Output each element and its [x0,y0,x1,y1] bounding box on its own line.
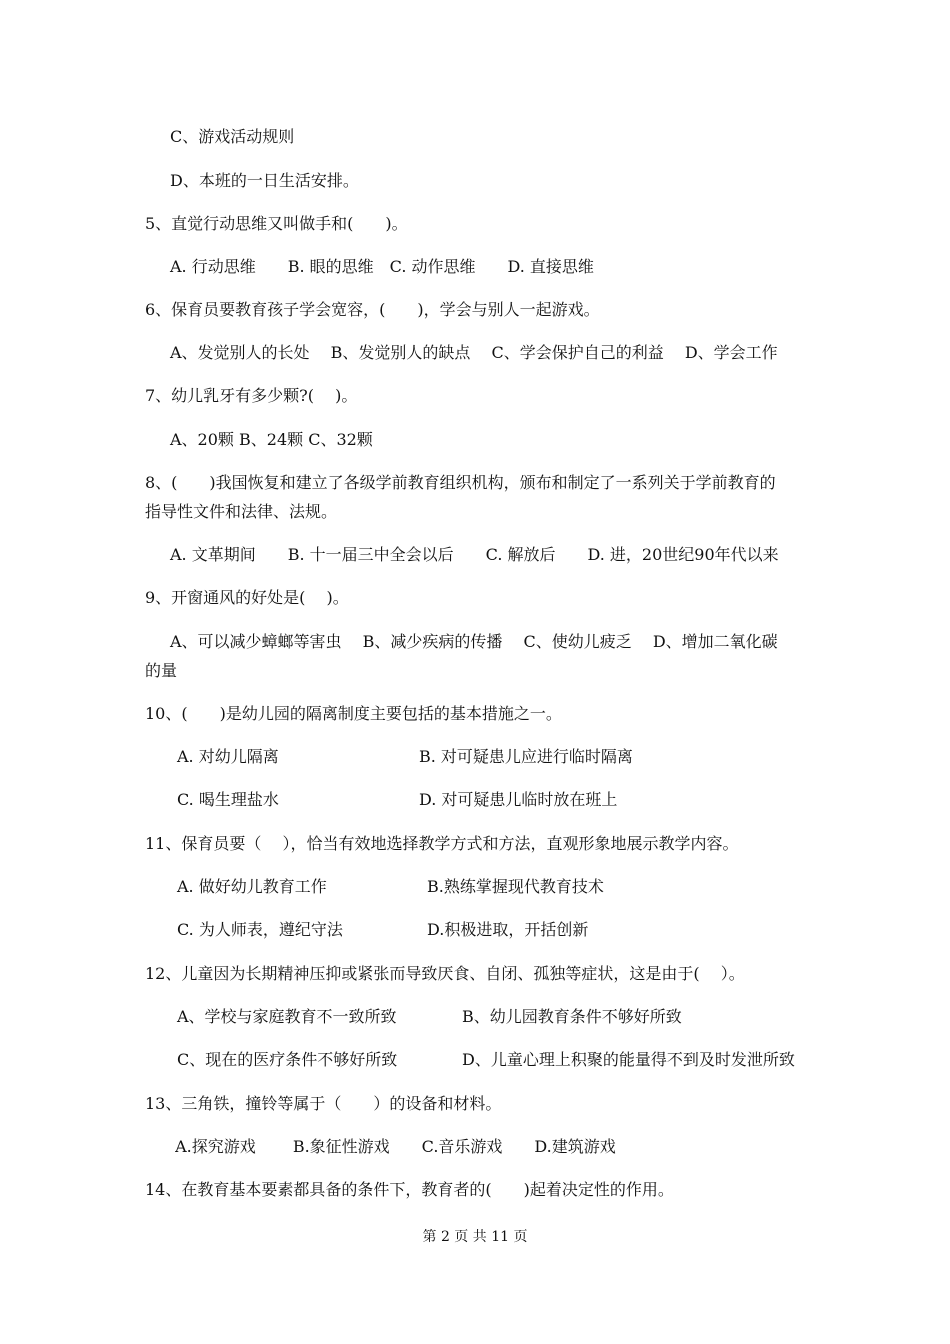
question-10-option-c: C. 喝生理盐水 [177,790,279,809]
question-9-options: A、可以减少蟑螂等害虫 B、减少疾病的传播 C、使幼儿疲乏 D、增加二氧化碳 [170,632,778,651]
question-8-options: A. 文革期间 B. 十一届三中全会以后 C. 解放后 D. 进，20世纪90年代以来 [170,545,779,564]
question-13-options: A.探究游戏 B.象征性游戏 C.音乐游戏 D.建筑游戏 [170,1137,616,1156]
question-14: 14、在教育基本要素都具备的条件下，教育者的( )起着决定性的作用。 [145,1180,674,1199]
page-footer: 第 2 页 共 11 页 [422,1229,528,1245]
question-11-option-d: D.积极进取，开括创新 [427,920,589,939]
question-12-option-b: B、幼儿园教育条件不够好所致 [462,1007,682,1026]
question-12-option-a: A、学校与家庭教育不一致所致 [177,1007,397,1026]
question-6-options: A、发觉别人的长处 B、发觉别人的缺点 C、学会保护自己的利益 D、学会工作 [170,343,778,362]
question-10-option-a: A. 对幼儿隔离 [177,747,279,766]
question-8-continued: 指导性文件和法律、法规。 [145,502,338,521]
question-12-option-c: C、现在的医疗条件不够好所致 [177,1050,398,1069]
question-12-option-d: D、儿童心理上积聚的能量得不到及时发泄所致 [462,1050,795,1069]
question-7: 7、幼儿乳牙有多少颗?( )。 [145,386,358,405]
question-5-options: A. 行动思维 B. 眼的思维 C. 动作思维 D. 直接思维 [170,257,594,276]
question-8: 8、( )我国恢复和建立了各级学前教育组织机构，颁布和制定了一系列关于学前教育的 [145,473,776,492]
option-text: C、游戏活动规则 [170,127,295,146]
question-11-option-a: A. 做好幼儿教育工作 [177,877,327,896]
question-5: 5、直觉行动思维又叫做手和( )。 [145,214,408,233]
question-7-options: A、20颗 B、24颗 C、32颗 [170,430,373,449]
question-6: 6、保育员要教育孩子学会宽容，( )，学会与别人一起游戏。 [145,300,600,319]
question-10-option-b: B. 对可疑患儿应进行临时隔离 [419,747,633,766]
question-11-option-c: C. 为人师表，遵纪守法 [177,920,343,939]
question-9-options-continued: 的量 [145,661,178,680]
question-9: 9、开窗通风的好处是( )。 [145,588,349,607]
question-10: 10、( )是幼儿园的隔离制度主要包括的基本措施之一。 [145,704,562,723]
question-12: 12、儿童因为长期精神压抑或紧张而导致厌食、自闭、孤独等症状，这是由于( ）。 [145,964,745,983]
option-text: D、本班的一日生活安排。 [170,171,359,190]
question-11-option-b: B.熟练掌握现代教育技术 [427,877,604,896]
question-10-option-d: D. 对可疑患儿临时放在班上 [419,790,618,809]
question-11: 11、保育员要（ ），恰当有效地选择教学方式和方法，直观形象地展示教学内容。 [145,834,739,853]
question-13: 13、三角铁，撞铃等属于（ ）的设备和材料。 [145,1094,502,1113]
